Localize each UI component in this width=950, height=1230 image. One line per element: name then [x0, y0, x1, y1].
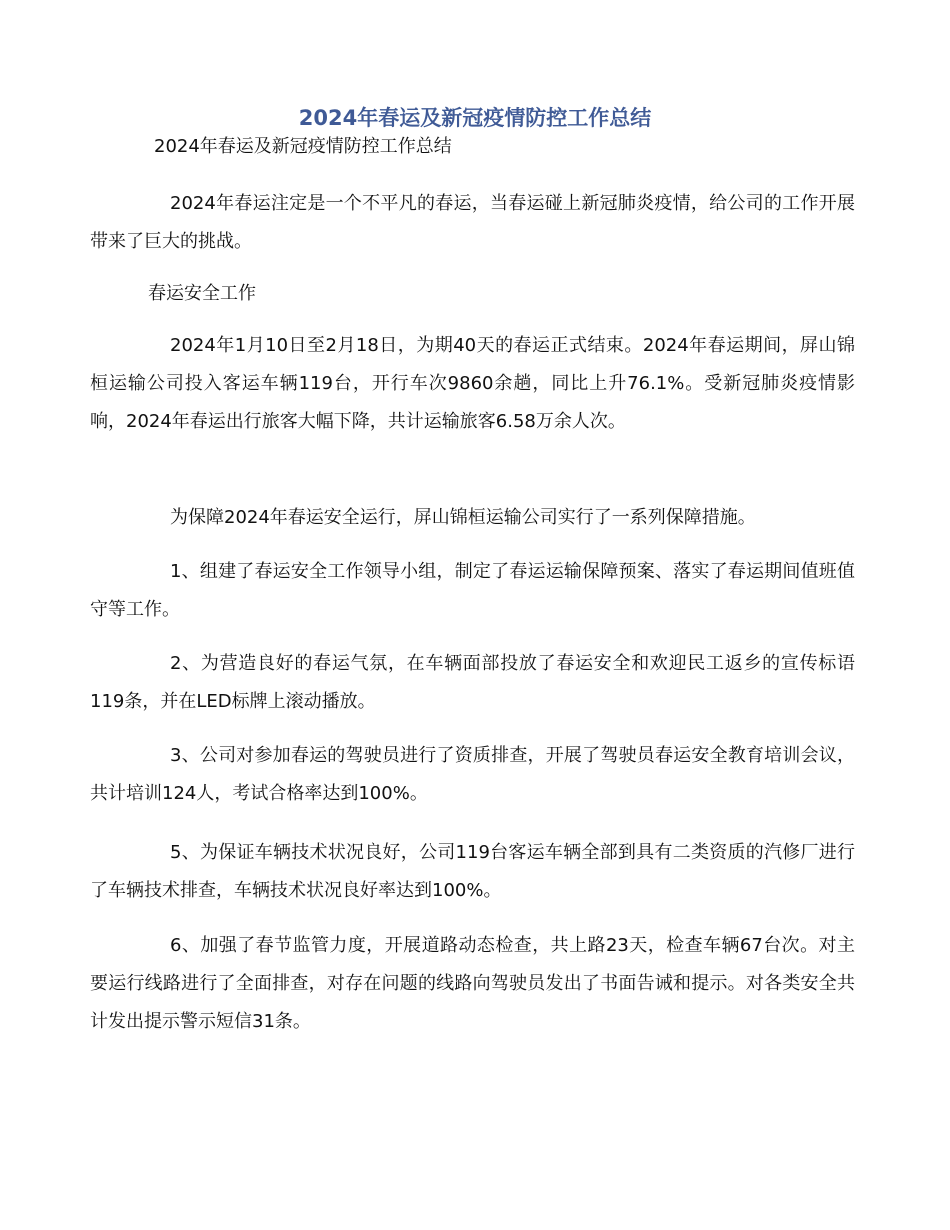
- document-subtitle: 2024年春运及新冠疫情防控工作总结: [154, 136, 452, 157]
- paragraph-measures-intro: 为保障2024年春运安全运行，屏山锦桓运输公司实行了一系列保障措施。: [170, 507, 756, 528]
- paragraph-item-1: 1、组建了春运安全工作领导小组，制定了春运运输保障预案、落实了春运期间值班值守等工作。: [90, 561, 855, 620]
- paragraph-item-6: 6、加强了春节监管力度，开展道路动态检查，共上路23天，检查车辆67台次。对主要运行线路进行了全面排查，对存在问题的线路向驾驶员发出了书面告诫和提示。对各类安全共计发出提示警示短信31条。: [90, 935, 855, 1032]
- intro-paragraph: 2024年春运注定是一个不平凡的春运，当春运碰上新冠肺炎疫情，给公司的工作开展带来了巨大的挑战。: [90, 193, 855, 252]
- section-heading: 春运安全工作: [148, 283, 256, 304]
- paragraph-stats: 2024年1月10日至2月18日，为期40天的春运正式结束。2024年春运期间，屏山锦桓运输公司投入客运车辆119台，开行车次9860余趟，同比上升76.1%。受新冠肺炎疫情影响，2024年春运出行旅客大幅下降，共计运输旅客6.58万余人次。: [90, 335, 855, 432]
- paragraph-item-3: 3、公司对参加春运的驾驶员进行了资质排查，开展了驾驶员春运安全教育培训会议，共计培训124人，考试合格率达到100%。: [90, 745, 855, 804]
- document-title: 2024年春运及新冠疫情防控工作总结: [298, 106, 652, 130]
- paragraph-item-5: 5、为保证车辆技术状况良好，公司119台客运车辆全部到具有二类资质的汽修厂进行了车辆技术排查，车辆技术状况良好率达到100%。: [90, 842, 855, 901]
- paragraph-item-2: 2、为营造良好的春运气氛，在车辆面部投放了春运安全和欢迎民工返乡的宣传标语119条，并在LED标牌上滚动播放。: [90, 653, 855, 712]
